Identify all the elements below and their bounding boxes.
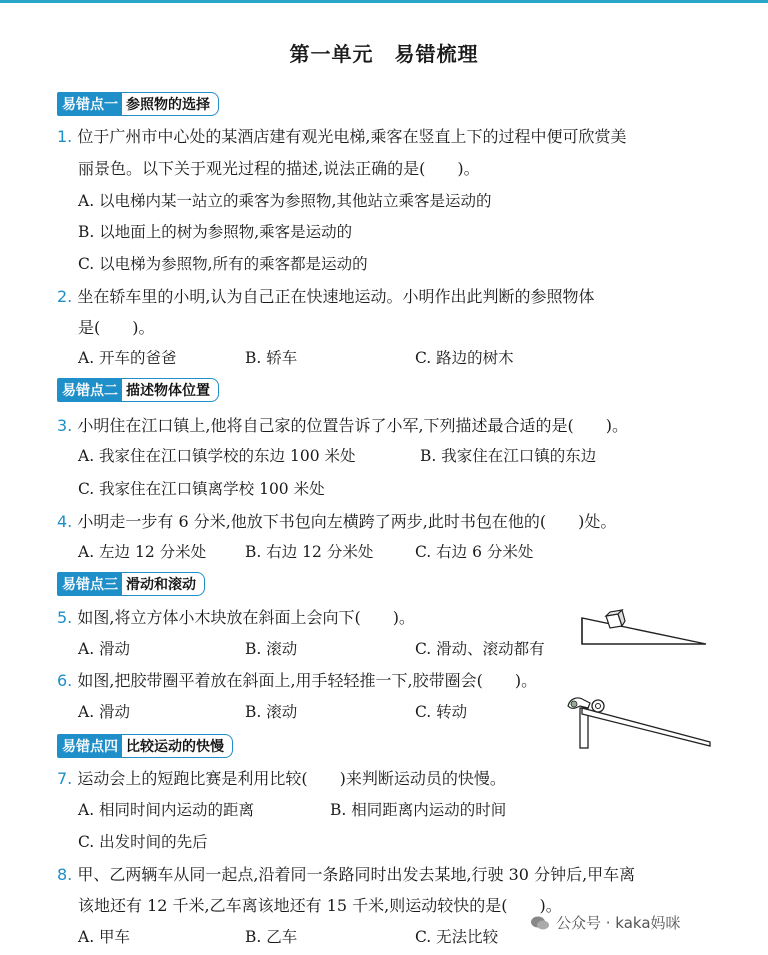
section-header-1 [57,92,219,116]
section-name: 滑动和滚动 [126,577,196,593]
section-tag: 易错点二 [58,379,122,401]
question-number: 8. [57,865,73,884]
top-accent-bar [0,0,768,3]
page-title: 第一单元 易错梳理 [289,42,479,66]
incline-tape-figure [560,686,716,752]
ramp-board [582,708,710,746]
q1-option-c: C. 以电梯为参照物,所有的乘客都是运动的 [78,255,368,273]
q8-option-c: C. 无法比较 [415,928,499,946]
q7-option-a: A. 相同时间内运动的距离 [78,801,255,819]
section-header-3 [57,572,205,596]
q7-option-c: C. 出发时间的先后 [78,833,208,851]
q1-option-b: B. 以地面上的树为参照物,乘客是运动的 [78,223,353,241]
q3-option-c: C. 我家住在江口镇离学校 100 米处 [78,480,325,498]
question-number: 2. [57,287,73,306]
q4-option-a: A. 左边 12 分米处 [78,543,207,561]
q8-option-b: B. 乙车 [245,928,298,946]
q8-option-a: A. 甲车 [78,928,131,946]
q7-option-b: B. 相同距离内运动的时间 [330,801,507,819]
section-header-4 [57,734,233,758]
hand-icon [568,698,590,708]
q5-option-a: A. 滑动 [78,640,131,658]
question-2-line-1: 2. 坐在轿车里的小明,认为自己正在快速地运动。小明作出此判断的参照物体 [57,287,595,306]
question-8-line-1: 8. 甲、乙两辆车从同一起点,沿着同一条路同时出发去某地,行驶 30 分钟后,甲车离 [57,865,636,884]
question-8-line-2: 该地还有 12 千米,乙车离该地还有 15 千米,则运动较快的是( )。 [78,896,562,915]
section-tag: 易错点一 [58,93,122,115]
section-tag: 易错点四 [58,735,122,757]
incline-block-figure [578,600,710,650]
question-1-line-2: 丽景色。以下关于观光过程的描述,说法正确的是( )。 [78,159,480,178]
question-number: 3. [57,416,73,435]
q1-option-a: A. 以电梯内某一站立的乘客为参照物,其他站立乘客是运动的 [78,192,492,210]
q3-option-a: A. 我家住在江口镇学校的东边 100 米处 [78,447,356,465]
question-number: 7. [57,769,73,788]
question-5-line-1: 5. 如图,将立方体小木块放在斜面上会向下( )。 [57,608,415,627]
q6-option-b: B. 滚动 [245,703,298,721]
q2-option-c: C. 路边的树木 [415,349,514,367]
q2-option-a: A. 开车的爸爸 [78,349,177,367]
q5-option-b: B. 滚动 [245,640,298,658]
q3-option-b: B. 我家住在江口镇的东边 [420,447,597,465]
question-2-line-2: 是( )。 [78,318,155,337]
wooden-block [606,610,625,628]
question-number: 1. [57,127,73,146]
q6-option-c: C. 转动 [415,703,468,721]
q2-option-b: B. 轿车 [245,349,298,367]
section-name: 比较运动的快慢 [126,739,224,755]
q6-option-a: A. 滑动 [78,703,131,721]
q5-option-c: C. 滑动、滚动都有 [415,640,545,658]
watermark [530,912,681,933]
incline-plane [582,618,706,644]
watermark-text: 公众号 · kaka妈咪 [556,914,681,932]
question-number: 5. [57,608,73,627]
q4-option-b: B. 右边 12 分米处 [245,543,374,561]
section-name: 描述物体位置 [126,383,210,399]
question-number: 4. [57,512,73,531]
section-header-2 [57,378,219,402]
question-number: 6. [57,671,73,690]
wechat-icon [530,915,550,931]
section-tag: 易错点三 [58,573,122,595]
section-name: 参照物的选择 [126,97,210,113]
question-7-line-1: 7. 运动会上的短跑比赛是利用比较( )来判断运动员的快慢。 [57,769,506,788]
tape-roll [592,700,604,712]
question-3-line-1: 3. 小明住在江口镇上,他将自己家的位置告诉了小军,下列描述最合适的是( )。 [57,416,629,435]
q4-option-c: C. 右边 6 分米处 [415,543,534,561]
question-4-line-1: 4. 小明走一步有 6 分米,他放下书包向左横跨了两步,此时书包在他的( )处。 [57,512,617,531]
question-1-line-1: 1. 位于广州市中心处的某酒店建有观光电梯,乘客在竖直上下的过程中便可欣赏美 [57,127,627,146]
question-6-line-1: 6. 如图,把胶带圈平着放在斜面上,用手轻轻推一下,胶带圈会( )。 [57,671,538,690]
